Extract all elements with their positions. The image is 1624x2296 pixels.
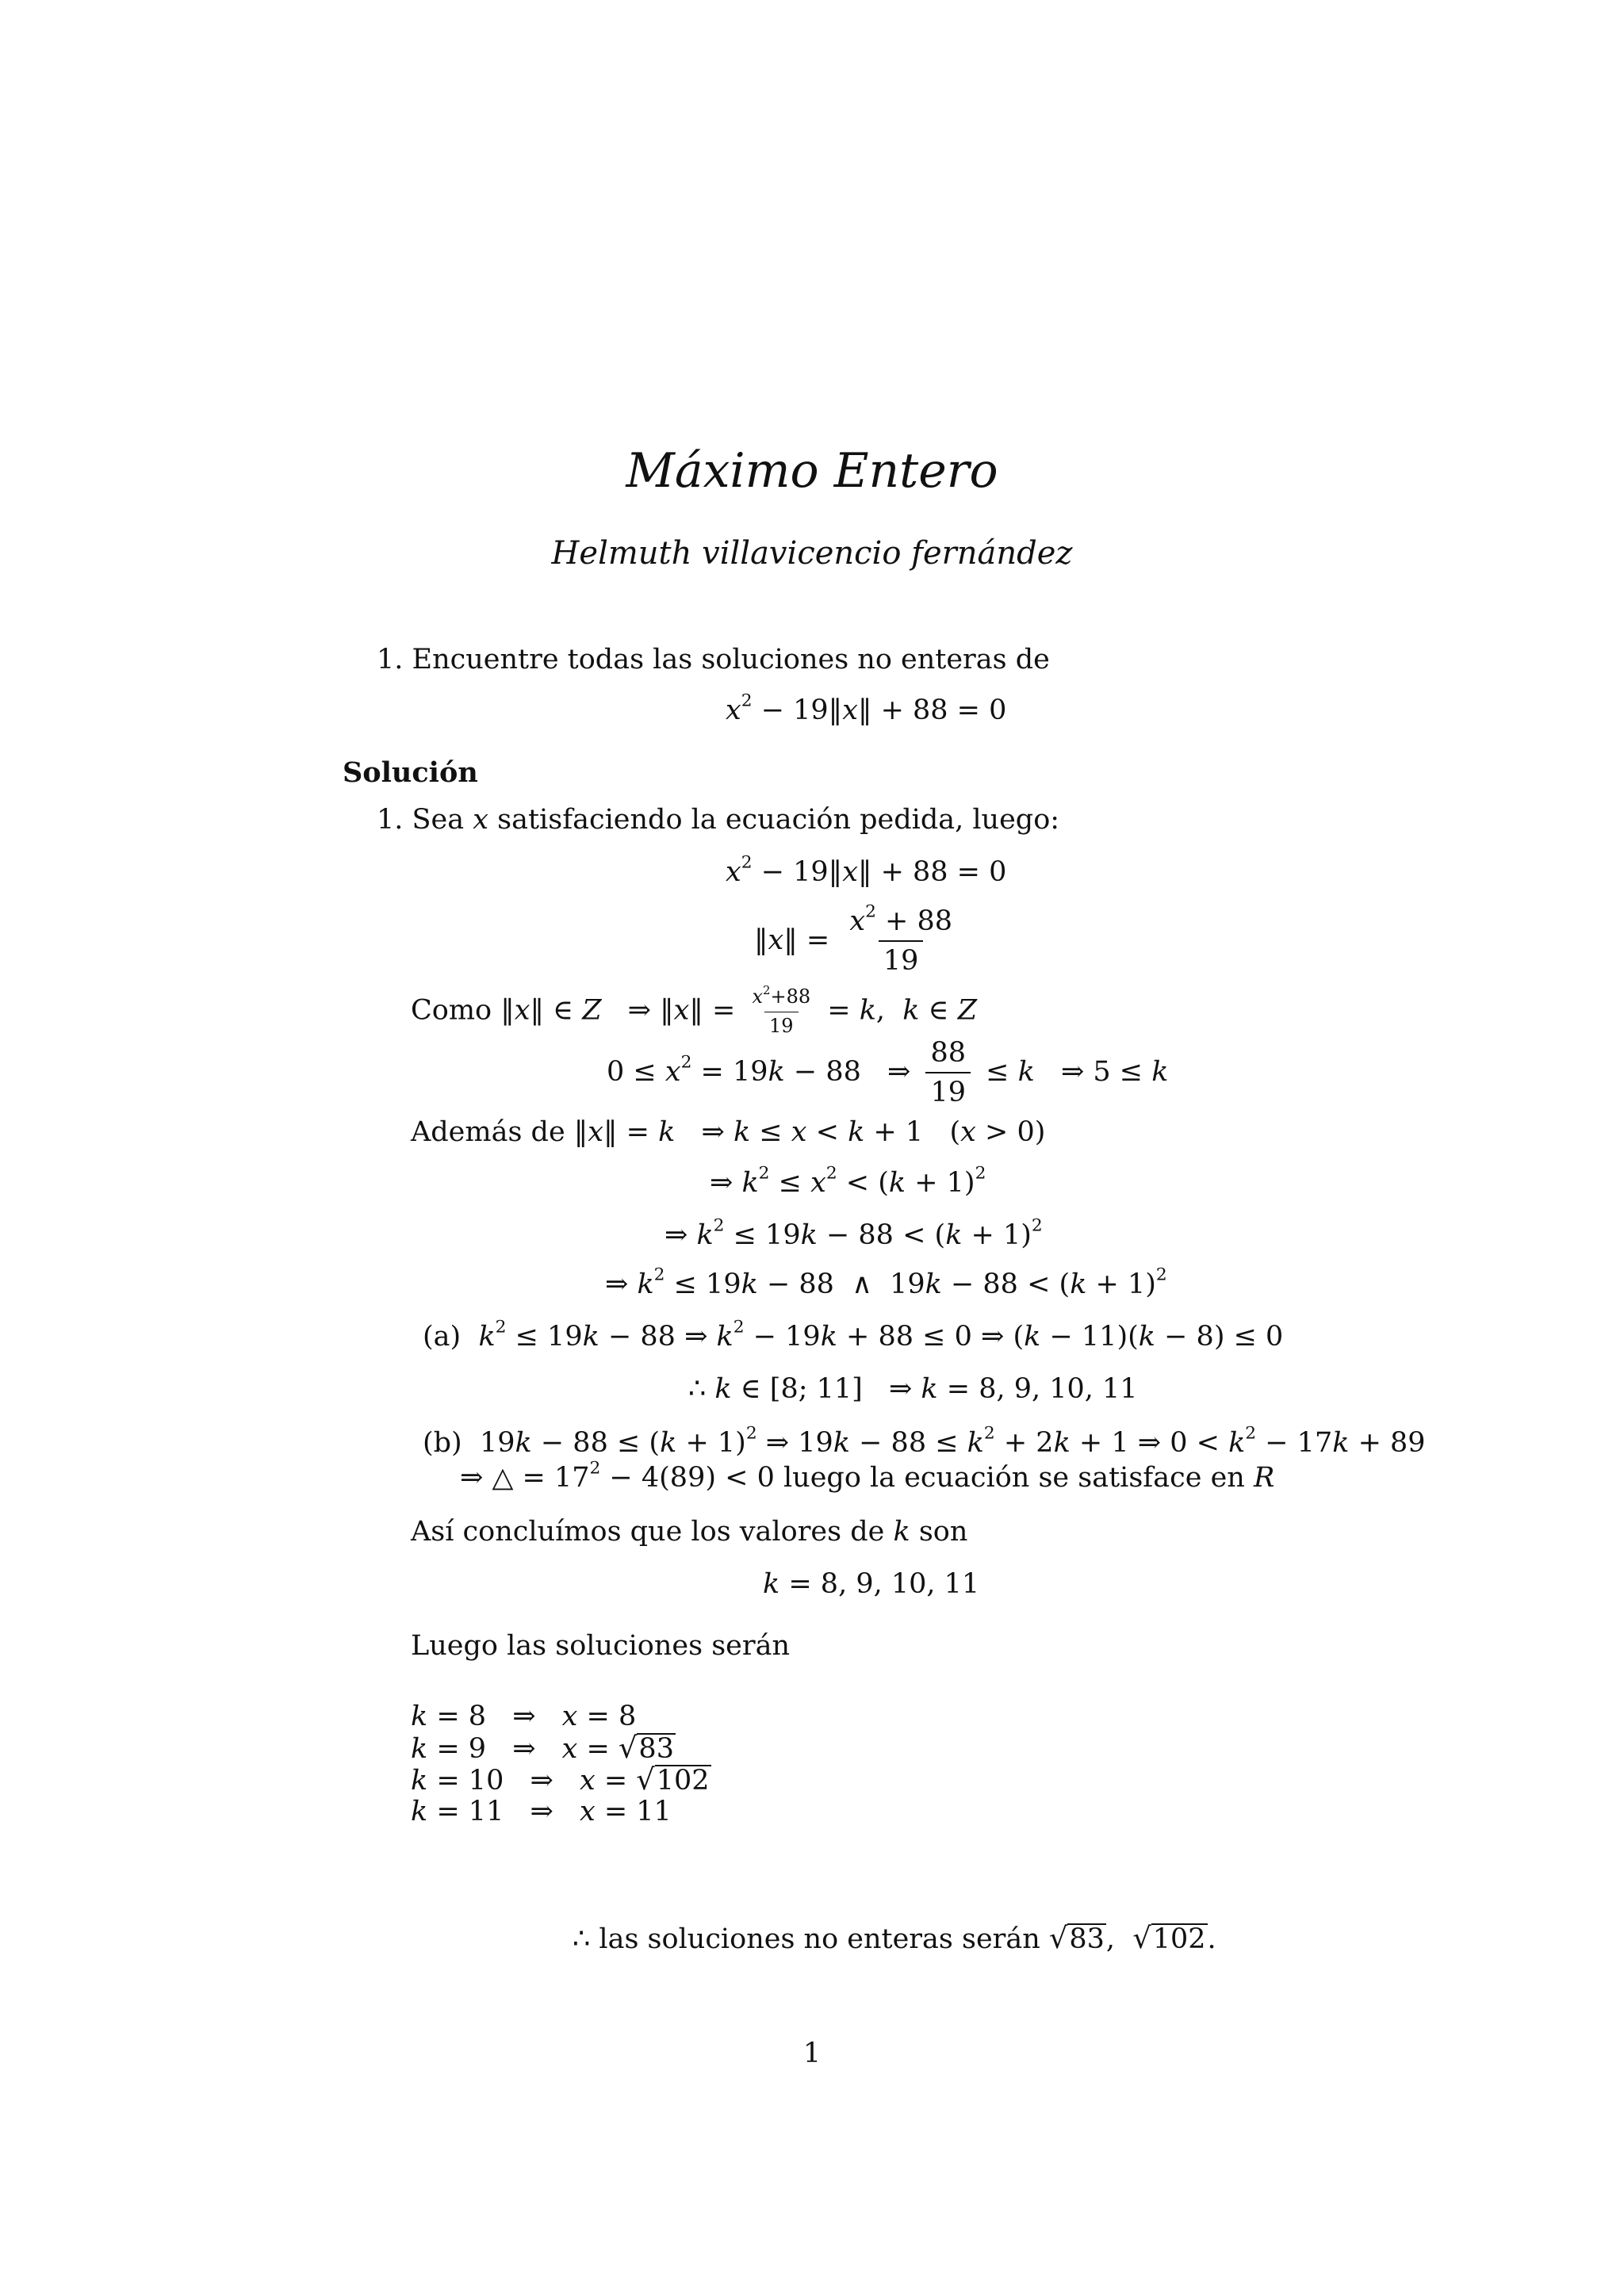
como-line: Como ‖x‖ ∈ Z ⇒ ‖x‖ = $\frac{x^2+88}{19}$ = k, k ∈ Z bbox=[411, 982, 978, 1037]
conclusion-text: las soluciones no enteras serán bbox=[599, 1923, 1040, 1955]
case-b-label: (b) bbox=[423, 1427, 462, 1459]
equation-restated: $x^2$ − 19‖x‖ + 88 = 0 bbox=[726, 852, 1007, 888]
ademas-line: Además de ‖x‖ = k ⇒ k ≤ x < k + 1 (x > 0) bbox=[411, 1116, 1046, 1148]
ademas-word: Además de bbox=[411, 1116, 565, 1148]
document-author: Helmuth villavicencio fernández bbox=[551, 535, 1073, 572]
problem-equation: $x^2$ − 19‖x‖ + 88 = 0 bbox=[726, 691, 1007, 726]
case-b-line: (b) $19k - 88 \le (k + 1)^2$ ⇒ $19k - 88 \le k^2 + 2k + 1$ ⇒ $0 < k^2 - 17k + 89$ bbox=[423, 1423, 1426, 1459]
derivation-line-1: ⇒ $k^2 \le x^2 < (k + 1)^2$ bbox=[710, 1163, 986, 1199]
case-row: k = 9 ⇒ x = √83 bbox=[411, 1730, 674, 1765]
equation-floor-fraction: ‖x‖ = $\frac{x^2 + 88}{19}$ bbox=[754, 901, 953, 978]
step-number: 1. bbox=[377, 804, 404, 836]
sqrt-symbol: √83 bbox=[619, 1730, 674, 1765]
case-row: k = 8 ⇒ x = 8 bbox=[411, 1701, 637, 1732]
case-a-result: ∴ k ∈ [8; 11] ⇒ k = 8, 9, 10, 11 bbox=[688, 1373, 1138, 1405]
case-row: k = 11 ⇒ x = 11 bbox=[411, 1795, 672, 1827]
derivation-line-2: ⇒ $k^2 \le 19k - 88 < (k + 1)^2$ bbox=[665, 1215, 1043, 1251]
problem-text: Encuentre todas las soluciones no enteras de bbox=[412, 644, 1050, 675]
case-row: k = 10 ⇒ x = √102 bbox=[411, 1762, 710, 1797]
k-values: k = 8, 9, 10, 11 bbox=[763, 1568, 980, 1600]
case-b-discriminant: ⇒ △ = $17^2 - 4(89) < 0$ luego la ecuación se satisface en R bbox=[460, 1458, 1275, 1494]
problem-number: 1. bbox=[377, 644, 404, 675]
problem-statement bbox=[377, 644, 1050, 675]
derivation-line-3: ⇒ $k^2 \le 19k - 88$ ∧ $19k - 88 < (k + 1)^2$ bbox=[605, 1265, 1167, 1300]
case-b-luego-text: luego la ecuación se satisface en bbox=[783, 1462, 1245, 1494]
solution-heading: Solución bbox=[343, 756, 478, 789]
step-text-b: satisfaciendo la ecuación pedida, luego: bbox=[497, 804, 1060, 836]
case-a-label: (a) bbox=[423, 1321, 462, 1353]
sqrt-symbol: √102 bbox=[636, 1762, 710, 1797]
luego-soluciones-line: Luego las soluciones serán bbox=[411, 1630, 791, 1662]
son-word: son bbox=[918, 1516, 968, 1548]
page-number: 1 bbox=[802, 2038, 822, 2069]
cases-list bbox=[411, 1701, 711, 1827]
case-a-line: (a) $k^2 \le 19k - 88$ ⇒ $k^2 - 19k + 88 \le 0$ ⇒ (k − 11)(k − 8) ≤ 0 bbox=[423, 1317, 1284, 1353]
inequality-k-lower: $0 \le x^2 = 19k - 88$ ⇒ $\frac{88}{19}$ ≤ k ⇒ 5 ≤ k bbox=[607, 1037, 1169, 1109]
asi-text: Así concluímos que los valores de bbox=[411, 1516, 885, 1548]
solution-step-intro: 1. Sea x satisfaciendo la ecuación pedida, luego: bbox=[377, 804, 1060, 836]
document-title: Máximo Entero bbox=[626, 443, 998, 499]
como-word: Como bbox=[411, 994, 492, 1027]
asi-line: Así concluímos que los valores de k son bbox=[411, 1516, 968, 1548]
step-text-a: Sea bbox=[412, 804, 465, 836]
final-conclusion: ∴ las soluciones no enteras serán √83, √102. bbox=[573, 1921, 1216, 1955]
